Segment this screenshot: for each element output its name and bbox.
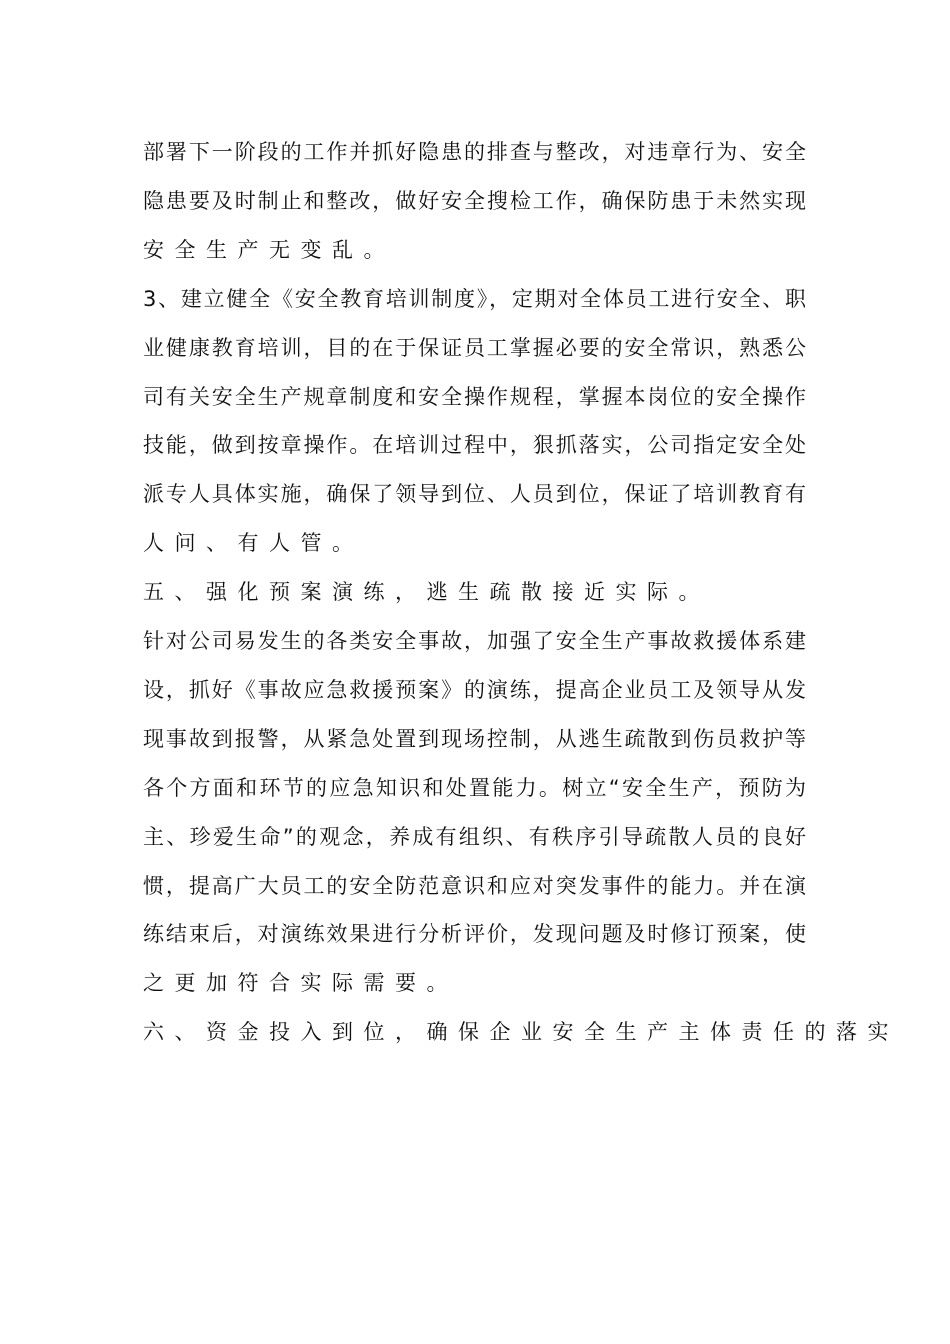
text-line: 针对公司易发生的各类安全事故，加强了安全生产事故救援体系建 bbox=[143, 629, 806, 653]
text-line: 人问、有人管。 bbox=[143, 531, 364, 556]
text-line: 练结束后，对演练效果进行分析评价，发现问题及时修订预案，使 bbox=[143, 922, 806, 947]
text-line: 部署下一阶段的工作并抓好隐患的排查与整改，对违章行为、安全 bbox=[143, 140, 806, 164]
text-line: 惯，提高广大员工的安全防范意识和应对突发事件的能力。并在演 bbox=[143, 873, 806, 898]
text-line: 主、珍爱生命”的观念，养成有组织、有秩序引导疏散人员的良好 bbox=[143, 824, 806, 849]
text-line: 派专人具体实施，确保了领导到位、人员到位，保证了培训教育有 bbox=[143, 482, 806, 507]
text-line: 司有关安全生产规章制度和安全操作规程，掌握本岗位的安全操作 bbox=[143, 384, 806, 409]
text-line: 3、建立健全《安全教育培训制度》，定期对全体员工进行安全、职 bbox=[143, 286, 806, 311]
text-line: 各个方面和环节的应急知识和处置能力。树立“安全生产，预防为 bbox=[143, 775, 806, 800]
text-line: 隐患要及时制止和整改，做好安全搜检工作，确保防患于未然实现 bbox=[143, 188, 806, 213]
text-line: 现事故到报警，从紧急处置到现场控制，从逃生疏散到伤员救护等 bbox=[143, 726, 806, 751]
text-line: 五、强化预案演练，逃生疏散接近实际。 bbox=[143, 580, 710, 605]
text-line: 安全生产无变乱。 bbox=[143, 237, 395, 262]
text-line: 技能，做到按章操作。在培训过程中，狠抓落实，公司指定安全处 bbox=[143, 433, 806, 458]
text-line: 设，抓好《事故应急救援预案》的演练，提高企业员工及领导从发 bbox=[143, 677, 806, 702]
text-line: 业健康教育培训，目的在于保证员工掌握必要的安全常识，熟悉公 bbox=[143, 335, 806, 360]
text-line: 之更加符合实际需要。 bbox=[143, 971, 458, 996]
text-line: 六、资金投入到位，确保企业安全生产主体责任的落实 bbox=[143, 1020, 899, 1045]
